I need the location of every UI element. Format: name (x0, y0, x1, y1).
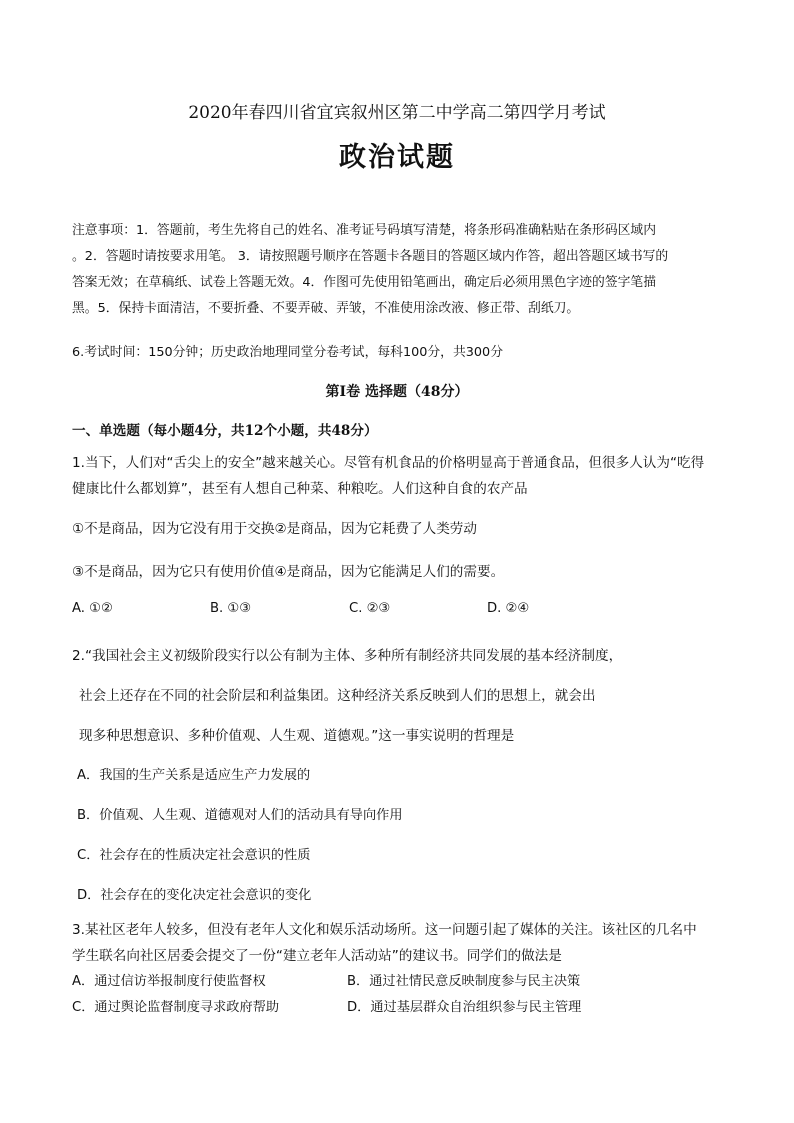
question-stem: 3.某社区老年人较多，但没有老年人文化和娱乐活动场所。这一问题引起了媒体的关注。该社区的几名中 (72, 922, 697, 938)
exam-title: 2020年春四川省宜宾叙州区第二中学高二第四学月考试 (188, 103, 606, 123)
option-b: B. ①③ (210, 601, 252, 616)
section-title: 第Ⅰ卷 选择题（48分） (325, 384, 469, 400)
statement-line: ③不是商品，因为它只有使用价值④是商品，因为它能满足人们的需要。 (72, 564, 505, 580)
option-d: D．通过基层群众自治组织参与民主管理 (347, 1000, 582, 1015)
option-d: D．社会存在的变化决定社会意识的变化 (77, 888, 312, 903)
option-c: C．社会存在的性质决定社会意识的性质 (77, 848, 311, 863)
notice-line: 注意事项：1．答题前，考生先将自己的姓名、准考证号码填写清楚，将条形码准确粘贴在条形码区域内 (72, 223, 657, 238)
statement-line: ①不是商品，因为它没有用于交换②是商品，因为它耗费了人类劳动 (72, 521, 477, 537)
option-a: A．我国的生产关系是适应生产力发展的 (77, 768, 311, 783)
subject-title: 政治试题 (339, 142, 455, 173)
option-d: D. ②④ (487, 601, 530, 616)
option-b: B．通过社情民意反映制度参与民主决策 (347, 974, 581, 989)
option-b: B．价值观、人生观、道德观对人们的活动具有导向作用 (77, 808, 403, 823)
option-c: C. ②③ (349, 601, 391, 616)
notice-time: 6.考试时间：150分钟；历史政治地理同堂分卷考试，每科100分，共300分 (72, 345, 504, 360)
question-stem: 健康比什么都划算”，甚至有人想自己种菜、种粮吃。人们这种自食的农产品 (72, 481, 528, 497)
question-stem: 1.当下，人们对“舌尖上的安全”越来越关心。尽管有机食品的价格明显高于普通食品，但很多人认为“吃得 (72, 455, 705, 471)
part-heading: 一、单选题（每小题4分，共12个小题，共48分） (72, 423, 378, 439)
question-stem: 学生联名向社区居委会提交了一份“建立老年人活动站”的建议书。同学们的做法是 (72, 948, 562, 964)
notice-line: 黑。5．保持卡面清洁，不要折叠、不要弄破、弄皱，不准使用涂改液、修正带、刮纸刀。 (72, 301, 580, 316)
question-stem: 2.“我国社会主义初级阶段实行以公有制为主体、多种所有制经济共同发展的基本经济制度， (72, 648, 623, 664)
question-stem: 现多种思想意识、多种价值观、人生观、道德观。”这一事实说明的哲理是 (79, 728, 515, 744)
notice-line: 。2．答题时请按要求用笔。 3．请按照题号顺序在答题卡各题目的答题区域内作答，超出答题区域书写的 (72, 249, 669, 264)
notice-line: 答案无效；在草稿纸、试卷上答题无效。4．作图可先使用铅笔画出，确定后必须用黑色字迹的签字笔描 (72, 275, 657, 290)
option-c: C．通过舆论监督制度寻求政府帮助 (72, 1000, 280, 1015)
option-a: A. ①② (72, 601, 113, 616)
option-a: A．通过信访举报制度行使监督权 (72, 974, 266, 989)
question-stem: 社会上还存在不同的社会阶层和利益集团。这种经济关系反映到人们的思想上，就会出 (79, 688, 596, 704)
